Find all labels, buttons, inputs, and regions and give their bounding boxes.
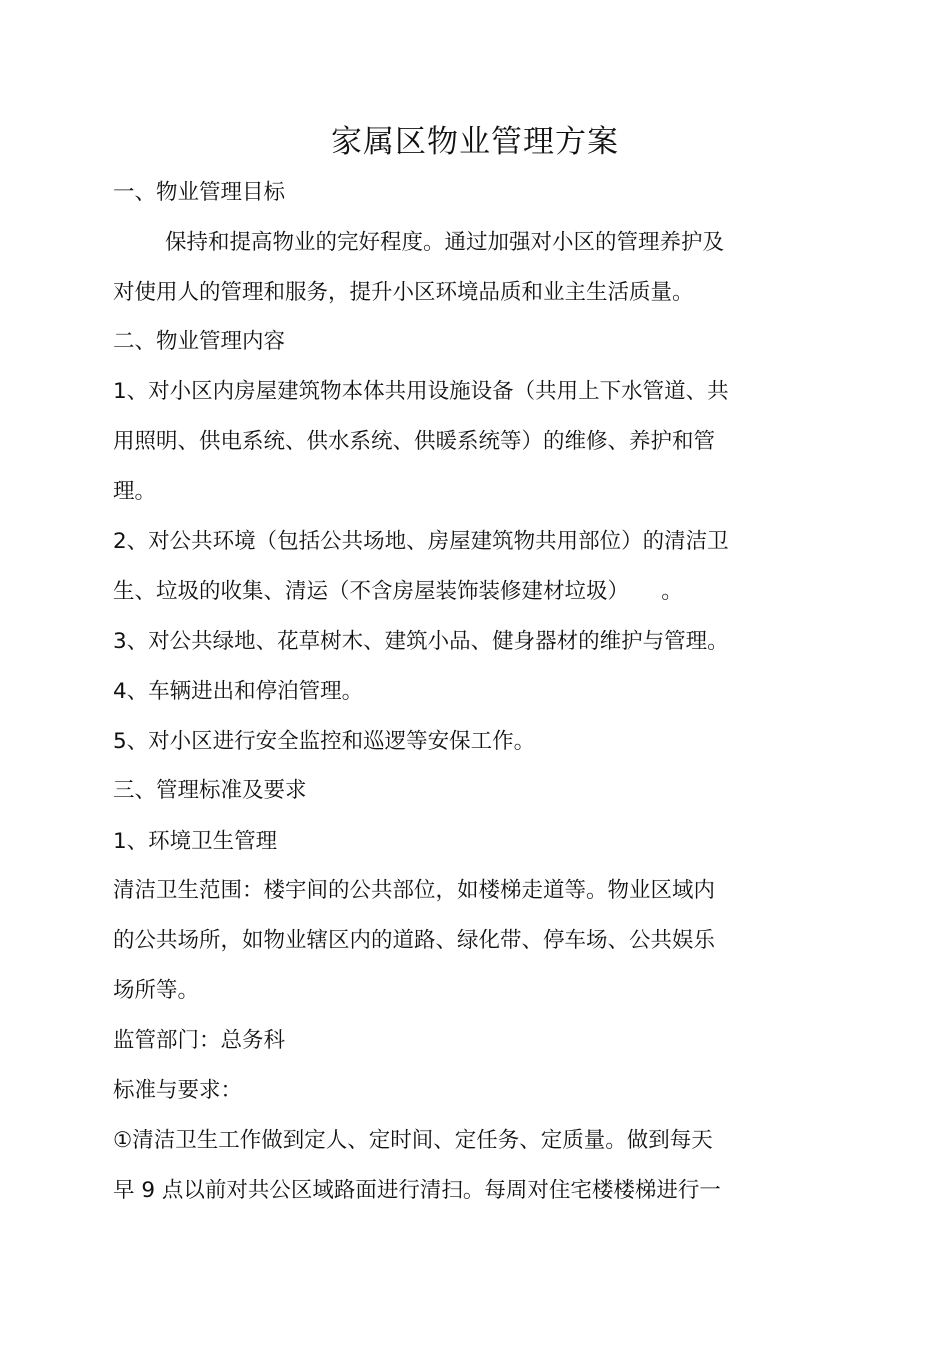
section-heading-content: 二、物业管理内容	[113, 329, 286, 354]
paragraph-line: 清洁卫生范围：楼宇间的公共部位，如楼梯走道等。物业区域内	[113, 878, 716, 903]
paragraph-line: 早 9 点以前对共公区域路面进行清扫。每周对住宅楼楼梯进行一	[113, 1178, 721, 1203]
paragraph-line: 理。	[113, 479, 157, 504]
paragraph-line: 2、对公共环境（包括公共场地、房屋建筑物共用部位）的清洁卫	[113, 529, 729, 554]
document-title: 家属区物业管理方案	[331, 124, 619, 160]
paragraph-line: 5、对小区进行安全监控和巡逻等安保工作。	[113, 729, 536, 754]
paragraph-line: 保持和提高物业的完好程度。通过加强对小区的管理养护及	[165, 230, 725, 255]
paragraph-line: 4、车辆进出和停泊管理。	[113, 679, 364, 704]
section-heading-standards: 三、管理标准及要求	[113, 778, 307, 803]
paragraph-line: 生、垃圾的收集、清运（不含房屋装饰装修建材垃圾） 。	[113, 579, 683, 604]
paragraph-line: 1、对小区内房屋建筑物本体共用设施设备（共用上下水管道、共	[113, 379, 729, 404]
paragraph-line: 3、对公共绿地、花草树木、建筑小品、健身器材的维护与管理。	[113, 629, 729, 654]
paragraph-line: 用照明、供电系统、供水系统、供暖系统等）的维修、养护和管	[113, 429, 716, 454]
paragraph-line: 的公共场所，如物业辖区内的道路、绿化带、停车场、公共娱乐	[113, 928, 716, 953]
paragraph-line: 监管部门：总务科	[113, 1028, 286, 1053]
paragraph-line: 对使用人的管理和服务，提升小区环境品质和业主生活质量。	[113, 280, 694, 305]
paragraph-line: 场所等。	[113, 978, 200, 1003]
subsection-heading: 1、环境卫生管理	[113, 829, 278, 854]
paragraph-line: ①清洁卫生工作做到定人、定时间、定任务、定质量。做到每天	[113, 1128, 713, 1153]
paragraph-line: 标准与要求：	[113, 1078, 243, 1103]
section-heading-goals: 一、物业管理目标	[113, 180, 286, 205]
